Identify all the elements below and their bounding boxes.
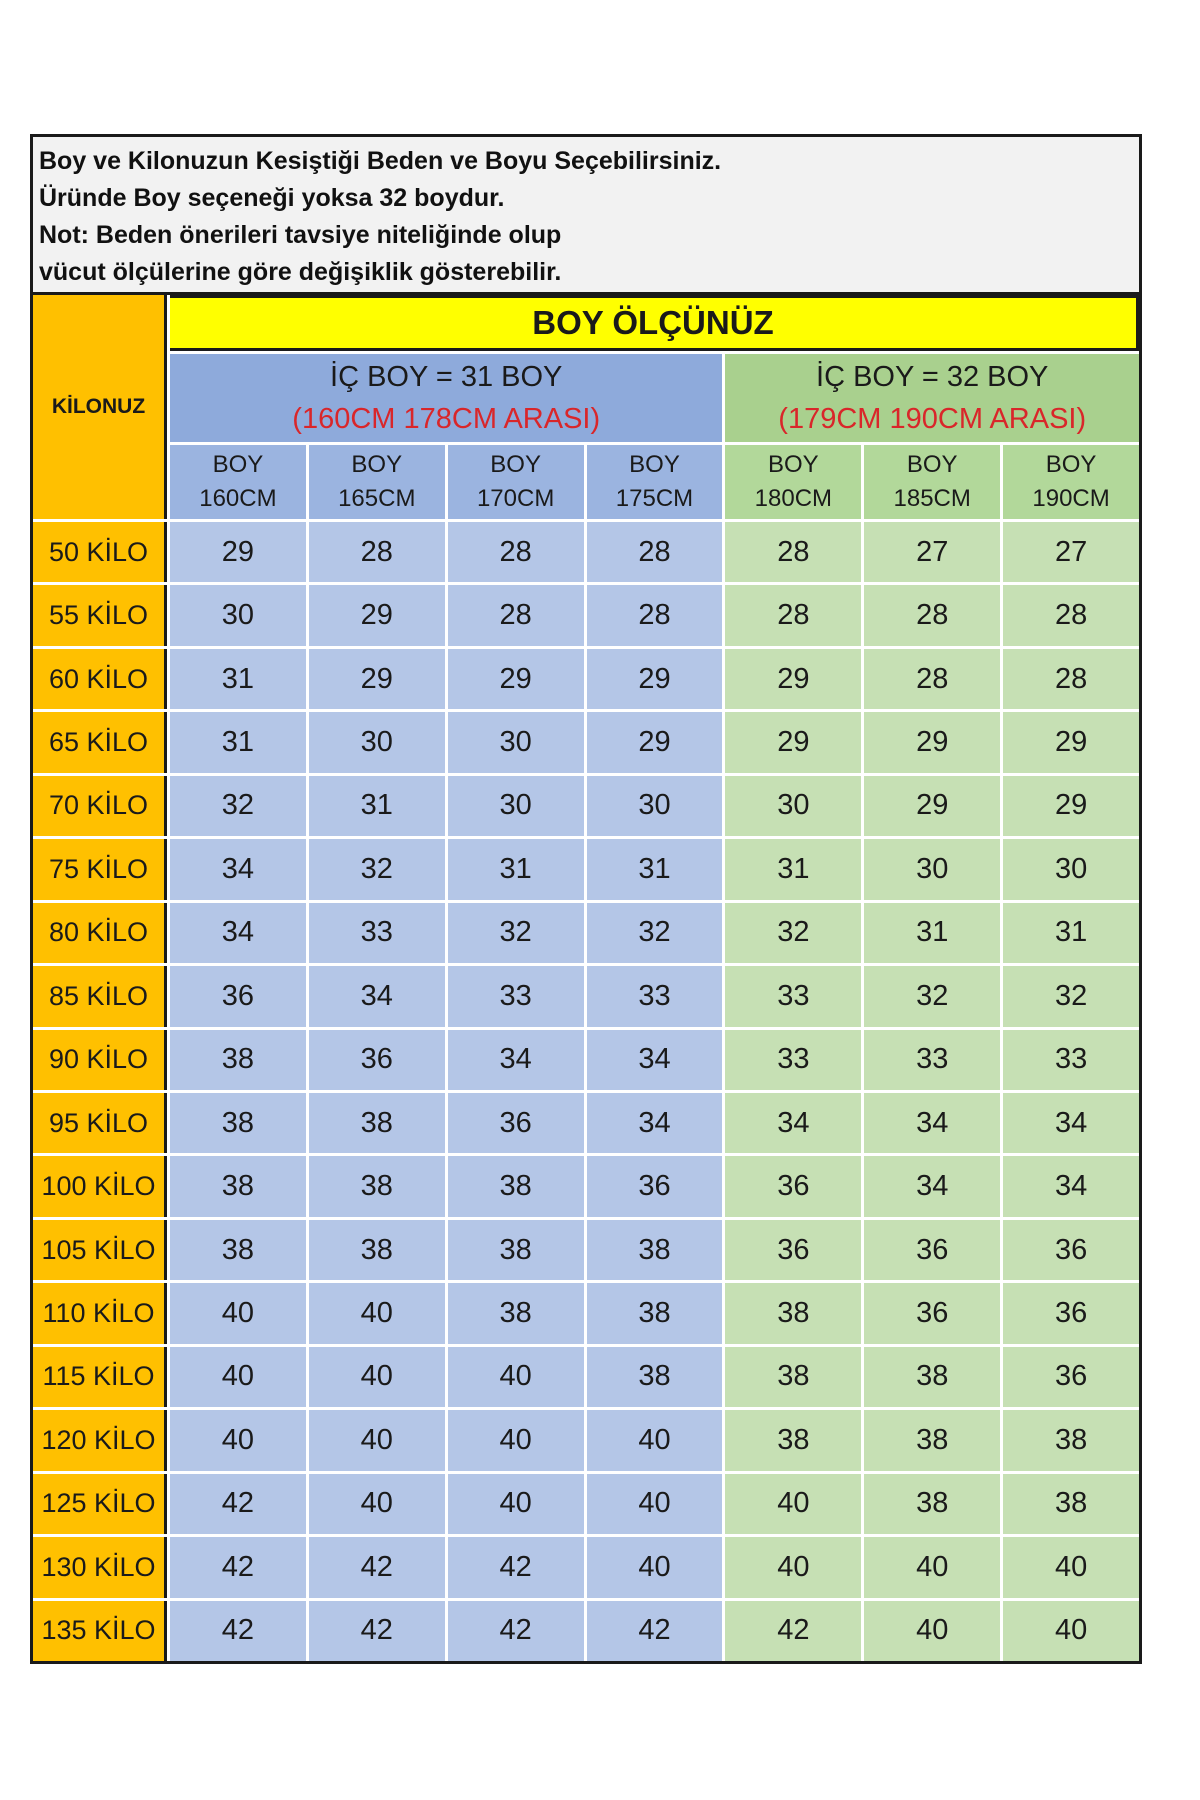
column-header-top: BOY — [212, 451, 264, 478]
group-range: (160CM 178CM ARASI) — [292, 403, 601, 435]
kilo-label: 120 KİLO — [33, 1410, 167, 1470]
kilo-label: 65 KİLO — [33, 712, 167, 772]
column-header-top: BOY — [906, 451, 958, 478]
size-cell: 36 — [309, 1030, 445, 1090]
size-cell: 32 — [448, 903, 584, 963]
size-cell: 38 — [170, 1093, 306, 1153]
size-cell: 36 — [448, 1093, 584, 1153]
column-header — [170, 445, 306, 519]
size-cell: 34 — [864, 1093, 1000, 1153]
size-cell: 38 — [309, 1156, 445, 1216]
size-chart — [30, 134, 1142, 1664]
size-cell: 38 — [170, 1156, 306, 1216]
size-cell: 28 — [864, 585, 1000, 645]
size-cell: 40 — [725, 1537, 861, 1597]
size-cell: 40 — [309, 1474, 445, 1534]
size-cell: 36 — [864, 1283, 1000, 1343]
size-cell: 30 — [448, 712, 584, 772]
size-cell: 30 — [309, 712, 445, 772]
size-cell: 40 — [1003, 1601, 1139, 1661]
size-cell: 40 — [309, 1347, 445, 1407]
size-cell: 36 — [1003, 1347, 1139, 1407]
kilo-label: 50 KİLO — [33, 522, 167, 582]
kilo-label: 80 KİLO — [33, 903, 167, 963]
size-cell: 30 — [448, 776, 584, 836]
column-header-top: BOY — [490, 451, 541, 478]
kilo-label: 90 KİLO — [33, 1030, 167, 1090]
size-cell: 33 — [1003, 1030, 1139, 1090]
size-cell: 34 — [309, 966, 445, 1026]
size-cell: 36 — [864, 1220, 1000, 1280]
column-header-height: 170CM — [476, 485, 555, 512]
size-cell: 30 — [864, 839, 1000, 899]
size-cell: 38 — [864, 1474, 1000, 1534]
size-cell: 28 — [1003, 585, 1139, 645]
size-cell: 38 — [1003, 1474, 1139, 1534]
column-header — [448, 445, 584, 519]
size-cell: 42 — [725, 1601, 861, 1661]
size-cell: 30 — [1003, 839, 1139, 899]
size-cell: 29 — [725, 712, 861, 772]
size-cell: 28 — [725, 522, 861, 582]
group-range: (179CM 190CM ARASI) — [778, 403, 1087, 435]
group-header-32 — [725, 354, 1139, 442]
size-cell: 34 — [587, 1030, 723, 1090]
size-cell: 38 — [309, 1220, 445, 1280]
size-cell: 31 — [725, 839, 861, 899]
size-cell: 40 — [170, 1283, 306, 1343]
size-cell: 28 — [309, 522, 445, 582]
size-cell: 38 — [587, 1220, 723, 1280]
size-cell: 34 — [448, 1030, 584, 1090]
size-cell: 40 — [309, 1283, 445, 1343]
size-cell: 36 — [587, 1156, 723, 1216]
size-cell: 28 — [1003, 649, 1139, 709]
size-cell: 38 — [587, 1347, 723, 1407]
column-header-top: BOY — [768, 451, 819, 478]
size-cell: 42 — [170, 1474, 306, 1534]
note-line-4: vücut ölçülerine göre değişiklik gösterebilir. — [39, 258, 562, 286]
size-cell: 42 — [587, 1601, 723, 1661]
size-cell: 29 — [1003, 776, 1139, 836]
column-header-height: 185CM — [893, 485, 971, 512]
size-cell: 33 — [448, 966, 584, 1026]
size-cell: 40 — [587, 1410, 723, 1470]
column-header-height: 175CM — [615, 485, 694, 512]
size-cell: 29 — [170, 522, 306, 582]
size-cell: 42 — [170, 1601, 306, 1661]
size-cell: 30 — [725, 776, 861, 836]
size-cell: 38 — [448, 1283, 584, 1343]
size-cell: 38 — [448, 1220, 584, 1280]
boy-title: BOY ÖLÇÜNÜZ — [170, 295, 1139, 351]
kilo-label: 110 KİLO — [33, 1283, 167, 1343]
kilo-label: 55 KİLO — [33, 585, 167, 645]
size-cell: 34 — [864, 1156, 1000, 1216]
kilo-label: 75 KİLO — [33, 839, 167, 899]
size-cell: 31 — [170, 712, 306, 772]
size-cell: 40 — [170, 1410, 306, 1470]
size-cell: 28 — [587, 585, 723, 645]
size-cell: 33 — [725, 1030, 861, 1090]
note-line-1: Boy ve Kilonuzun Kesiştiği Beden ve Boyu Seçebilirsiniz. — [39, 147, 722, 175]
size-cell: 32 — [587, 903, 723, 963]
size-cell: 32 — [1003, 966, 1139, 1026]
size-cell: 40 — [309, 1410, 445, 1470]
size-cell: 40 — [448, 1410, 584, 1470]
size-cell: 31 — [170, 649, 306, 709]
size-cell: 34 — [1003, 1093, 1139, 1153]
size-cell: 29 — [587, 712, 723, 772]
size-cell: 34 — [725, 1093, 861, 1153]
column-header — [1003, 445, 1139, 519]
size-cell: 32 — [864, 966, 1000, 1026]
kilo-label: 85 KİLO — [33, 966, 167, 1026]
kilo-label: 100 KİLO — [33, 1156, 167, 1216]
column-header-top: BOY — [629, 451, 680, 478]
size-cell: 32 — [170, 776, 306, 836]
size-cell: 34 — [587, 1093, 723, 1153]
size-cell: 38 — [170, 1030, 306, 1090]
size-cell: 42 — [309, 1601, 445, 1661]
size-cell: 28 — [864, 649, 1000, 709]
size-cell: 38 — [170, 1220, 306, 1280]
size-cell: 42 — [448, 1537, 584, 1597]
size-cell: 42 — [170, 1537, 306, 1597]
size-cell: 33 — [864, 1030, 1000, 1090]
size-cell: 28 — [725, 585, 861, 645]
group-header-31 — [170, 354, 722, 442]
kilo-label: 115 KİLO — [33, 1347, 167, 1407]
size-cell: 40 — [1003, 1537, 1139, 1597]
size-cell: 38 — [864, 1347, 1000, 1407]
size-cell: 40 — [448, 1474, 584, 1534]
size-cell: 29 — [864, 776, 1000, 836]
note-line-3: Not: Beden önerileri tavsiye niteliğinde olup — [39, 221, 562, 249]
size-cell: 30 — [587, 776, 723, 836]
size-cell: 33 — [587, 966, 723, 1026]
size-cell: 31 — [587, 839, 723, 899]
kilo-label: 130 KİLO — [33, 1537, 167, 1597]
size-cell: 40 — [725, 1474, 861, 1534]
size-cell: 36 — [725, 1156, 861, 1216]
column-header — [587, 445, 723, 519]
size-cell: 32 — [309, 839, 445, 899]
size-cell: 40 — [864, 1601, 1000, 1661]
size-cell: 29 — [725, 649, 861, 709]
size-cell: 27 — [864, 522, 1000, 582]
size-cell: 31 — [309, 776, 445, 836]
size-cell: 38 — [864, 1410, 1000, 1470]
kilo-label: 60 KİLO — [33, 649, 167, 709]
column-header — [725, 445, 861, 519]
size-cell: 31 — [448, 839, 584, 899]
size-cell: 38 — [448, 1156, 584, 1216]
size-cell: 36 — [1003, 1283, 1139, 1343]
size-cell: 38 — [309, 1093, 445, 1153]
size-cell: 32 — [725, 903, 861, 963]
size-cell: 29 — [448, 649, 584, 709]
size-cell: 36 — [170, 966, 306, 1026]
group-title: İÇ BOY = 32 BOY — [816, 361, 1049, 393]
size-cell: 31 — [1003, 903, 1139, 963]
column-header-height: 190CM — [1032, 485, 1110, 512]
kilo-label: 135 KİLO — [33, 1601, 167, 1661]
kilo-label: 105 KİLO — [33, 1220, 167, 1280]
size-cell: 29 — [864, 712, 1000, 772]
size-cell: 36 — [725, 1220, 861, 1280]
column-header — [864, 445, 1000, 519]
size-cell: 42 — [448, 1601, 584, 1661]
column-header-top: BOY — [351, 451, 403, 478]
size-cell: 40 — [587, 1537, 723, 1597]
size-cell: 34 — [170, 903, 306, 963]
size-cell: 42 — [309, 1537, 445, 1597]
column-header-height: 160CM — [199, 485, 277, 512]
size-cell: 33 — [309, 903, 445, 963]
size-cell: 38 — [725, 1347, 861, 1407]
size-cell: 40 — [448, 1347, 584, 1407]
kilonuz-header: KİLONUZ — [33, 295, 167, 519]
size-cell: 28 — [587, 522, 723, 582]
size-cell: 29 — [1003, 712, 1139, 772]
size-cell: 28 — [448, 522, 584, 582]
size-cell: 40 — [587, 1474, 723, 1534]
size-cell: 34 — [1003, 1156, 1139, 1216]
size-cell: 27 — [1003, 522, 1139, 582]
size-cell: 40 — [864, 1537, 1000, 1597]
column-header-top: BOY — [1045, 451, 1097, 478]
size-cell: 33 — [725, 966, 861, 1026]
size-cell: 29 — [309, 649, 445, 709]
size-cell: 29 — [309, 585, 445, 645]
size-cell: 31 — [864, 903, 1000, 963]
group-title: İÇ BOY = 31 BOY — [330, 361, 563, 393]
size-cell: 28 — [448, 585, 584, 645]
size-cell: 30 — [170, 585, 306, 645]
note-box — [33, 137, 1139, 295]
note-line-2: Üründe Boy seçeneği yoksa 32 boydur. — [39, 184, 505, 212]
column-header-height: 165CM — [338, 485, 416, 512]
size-cell: 36 — [1003, 1220, 1139, 1280]
size-cell: 34 — [170, 839, 306, 899]
size-cell: 38 — [725, 1410, 861, 1470]
kilo-label: 95 KİLO — [33, 1093, 167, 1153]
column-header-height: 180CM — [754, 485, 833, 512]
size-cell: 40 — [170, 1347, 306, 1407]
kilo-label: 70 KİLO — [33, 776, 167, 836]
size-cell: 38 — [725, 1283, 861, 1343]
kilo-label: 125 KİLO — [33, 1474, 167, 1534]
column-header — [309, 445, 445, 519]
size-cell: 38 — [587, 1283, 723, 1343]
size-cell: 29 — [587, 649, 723, 709]
size-table — [33, 295, 1139, 1661]
size-cell: 38 — [1003, 1410, 1139, 1470]
